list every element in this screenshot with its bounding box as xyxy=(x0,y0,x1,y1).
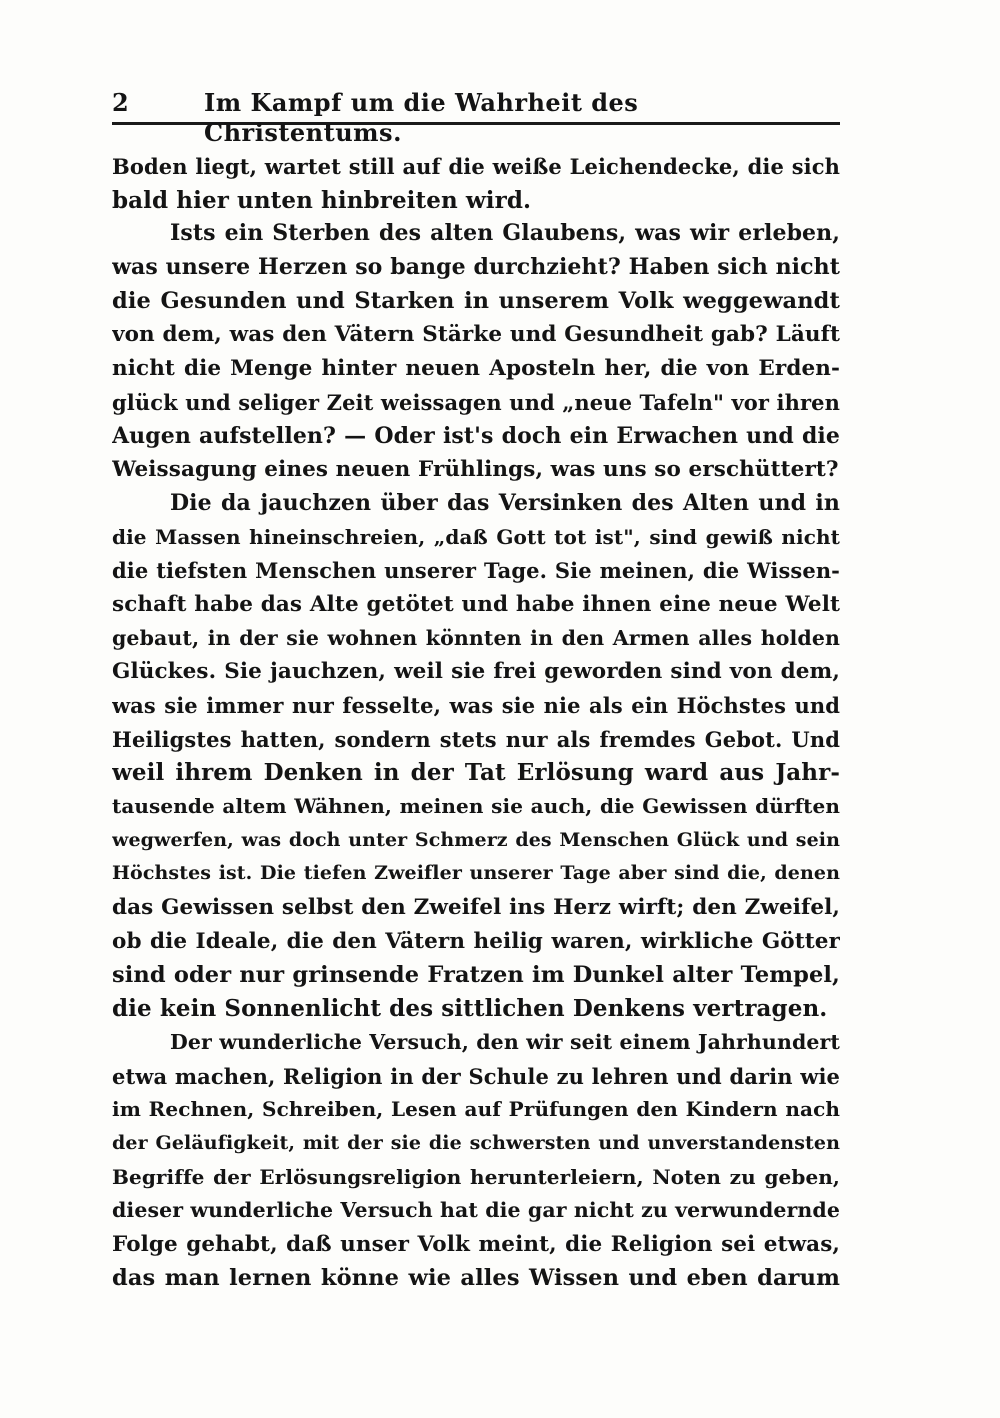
text-line: Weissagung eines neuen Frühlings, was uns so erschüttert? xyxy=(112,457,839,483)
text-line: die Massen hineinschreien, „daß Gott tot ist", sind gewiß nicht xyxy=(112,524,840,549)
text-line: das Gewissen selbst den Zweifel ins Herz wirft; den Zweifel, xyxy=(112,895,840,921)
text-line: ob die Ideale, die den Vätern heilig waren, wirkliche Götter xyxy=(112,928,840,954)
text-line: gebaut, in der sie wohnen könnten in den Armen alles holden xyxy=(112,625,840,650)
text-line: Heiligstes hatten, sondern stets nur als fremdes Gebot. Und xyxy=(112,726,840,752)
text-line: bald hier unten hinbreiten wird. xyxy=(112,186,532,214)
text-line: die Gesunden und Starken in unserem Volk weggewandt xyxy=(112,287,840,314)
text-line: die tiefsten Menschen unserer Tage. Sie meinen, die Wissen- xyxy=(112,558,840,584)
paragraph-start-line: Die da jauchzen über das Versinken des Alten und in xyxy=(170,489,840,516)
text-line: was sie immer nur fesselte, was sie nie als ein Höchstes und xyxy=(112,693,840,718)
text-line: nicht die Menge hinter neuen Aposteln her, die von Erden- xyxy=(112,356,840,382)
text-line: der Geläufigkeit, mit der sie die schwersten und unverstandensten xyxy=(112,1131,840,1154)
text-line: Glückes. Sie jauchzen, weil sie frei geworden sind von dem, xyxy=(112,659,840,685)
text-line: das man lernen könne wie alles Wissen und eben darum xyxy=(112,1264,840,1291)
text-line: von dem, was den Vätern Stärke und Gesundheit gab? Läuft xyxy=(112,322,840,348)
page-number: 2 xyxy=(112,88,129,117)
text-line: im Rechnen, Schreiben, Lesen auf Prüfungen den Kindern nach xyxy=(112,1097,840,1122)
text-line: Augen aufstellen? — Oder ist's doch ein Erwachen und die xyxy=(112,422,840,449)
text-line: tausende altem Wähnen, meinen sie auch, die Gewissen dürften xyxy=(112,794,840,819)
text-line: schaft habe das Alte getötet und habe ihnen eine neue Welt xyxy=(112,591,840,617)
paragraph-start-line: Ists ein Sterben des alten Glaubens, was wir erleben, xyxy=(170,220,840,247)
text-line: Folge gehabt, daß unser Volk meint, die Religion sei etwas, xyxy=(112,1232,840,1257)
body-text xyxy=(112,150,840,1295)
paragraph-start-line: Der wunderliche Versuch, den wir seit einem Jahrhundert xyxy=(170,1029,840,1054)
text-line: Begriffe der Erlösungsreligion herunterleiern, Noten zu geben, xyxy=(112,1164,840,1189)
text-line: glück und seliger Zeit weissagen und „neue Tafeln" vor ihren xyxy=(112,389,840,415)
text-line: dieser wunderliche Versuch hat die gar nicht zu verwundernde xyxy=(112,1198,840,1223)
text-line: wegwerfen, was doch unter Schmerz des Menschen Glück und sein xyxy=(112,828,840,851)
text-line: sind oder nur grinsende Fratzen im Dunkel alter Tempel, xyxy=(112,961,840,988)
text-line: Boden liegt, wartet still auf die weiße Leichendecke, die sich xyxy=(112,154,840,179)
page-header xyxy=(112,88,840,147)
text-line: die kein Sonnenlicht des sittlichen Denkens vertragen. xyxy=(112,995,828,1023)
running-title: Im Kampf um die Wahrheit des Christentums. xyxy=(204,88,639,147)
text-line: was unsere Herzen so bange durchzieht? Haben sich nicht xyxy=(112,254,840,281)
text-line: etwa machen, Religion in der Schule zu lehren und darin wie xyxy=(112,1063,840,1089)
text-line: weil ihrem Denken in der Tat Erlösung ward aus Jahr- xyxy=(112,759,840,787)
text-line: Höchstes ist. Die tiefen Zweifler unserer Tage aber sind die, denen xyxy=(112,862,840,885)
